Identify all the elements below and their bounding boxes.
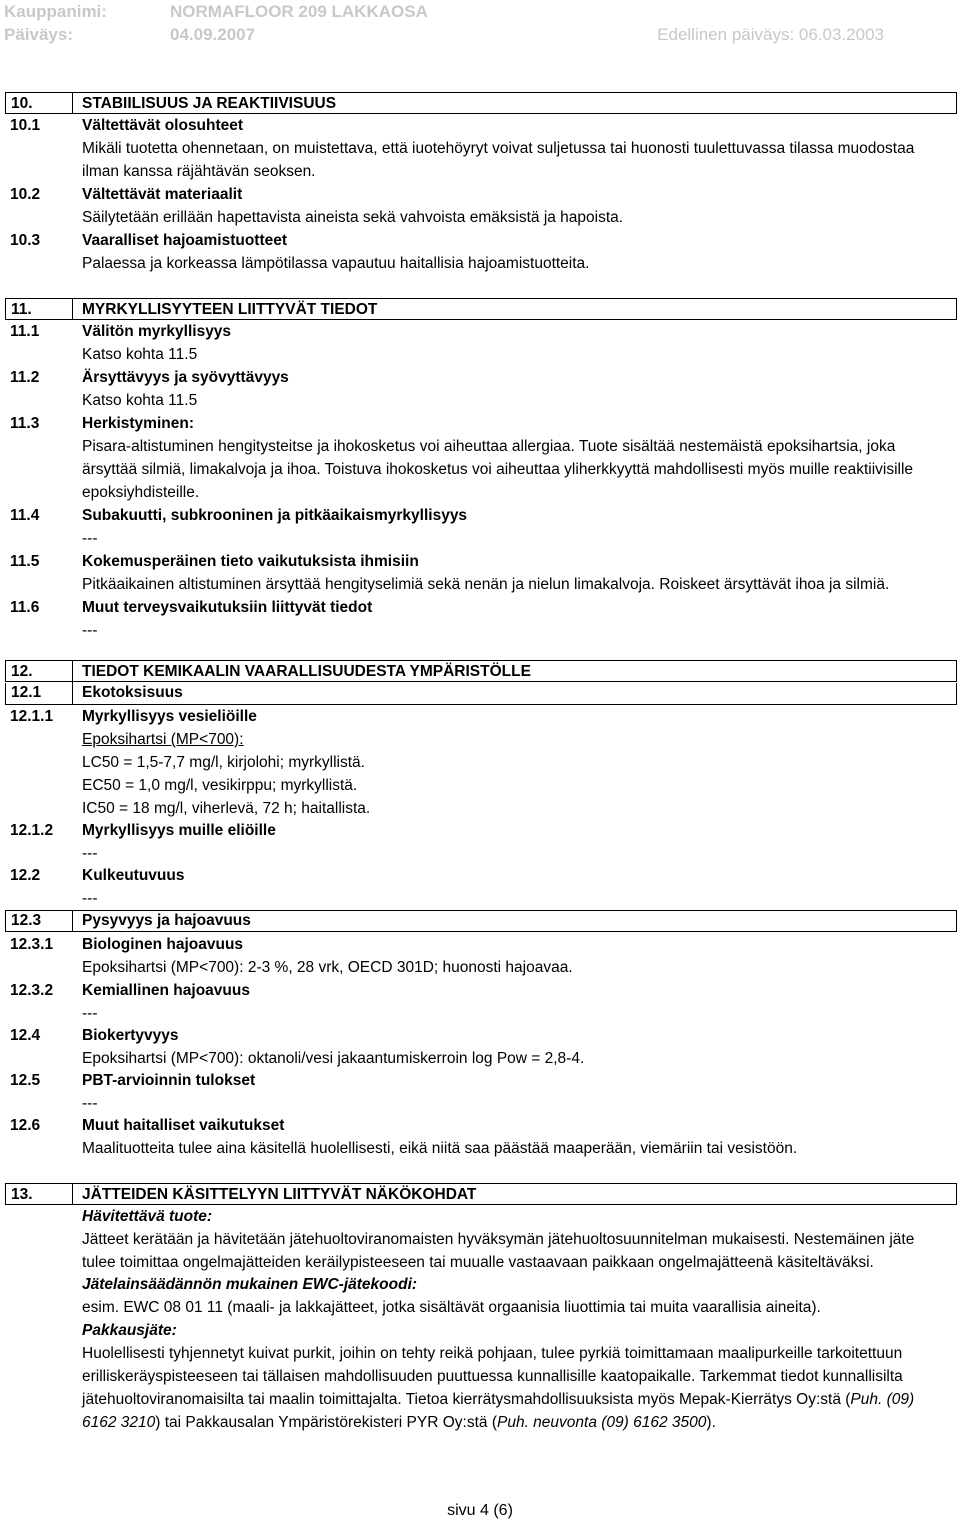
section-title: TIEDOT KEMIKAALIN VAARALLISUUDESTA YMPÄRISTÖLLE [82,663,531,680]
body-text: LC50 = 1,5-7,7 mg/l, kirjolohi; myrkyllistä. [82,754,365,771]
subsection-title: Pysyvyys ja hajoavuus [82,912,251,929]
product-label: Kauppanimi: [4,2,107,21]
subsection-number: 12.1.2 [10,822,54,839]
subsection-number: 10.1 [10,117,41,134]
subsection-title: Subakuutti, subkrooninen ja pitkäaikaismyrkyllisyys [82,507,468,524]
body-text: epoksiyhdisteille. [82,484,200,501]
body-text: EC50 = 1,0 mg/l, vesikirppu; myrkyllistä. [82,777,358,794]
phone-number: Puh. neuvonta (09) 6162 3500 [496,1414,707,1431]
subsection-number: 10.3 [10,232,41,249]
body-text: Palaessa ja korkeassa lämpötilassa vapautuu haitallisia hajoamistuotteita. [82,255,590,272]
paragraph-heading: Pakkausjäte: [82,1322,177,1339]
subsection-number: 11.6 [10,599,40,616]
subsection-title: Vaaralliset hajoamistuotteet [82,232,288,249]
subsection-number: 12.3.2 [10,982,54,999]
body-text: esim. EWC 08 01 11 (maali- ja lakkajätteet, jotka sisältävät orgaanisia liuottimia tai muita vaarallisia aineita). [82,1299,821,1316]
subsection-number: 12.3 [11,912,42,929]
body-text: Jätteet kerätään ja hävitetään jätehuoltoviranomaisten hyväksymän jätehuoltosuunnitelman mukaisesti. Nestemäinen jäte [82,1231,915,1248]
subsection-title: Välitön myrkyllisyys [82,323,232,340]
body-text [82,1413,716,1433]
body-text [82,1390,914,1410]
subsection-number: 12.4 [10,1027,41,1044]
body-text: IC50 = 18 mg/l, viherlevä, 72 h; haitallista. [82,800,371,817]
phone-number: Puh. (09) [850,1391,915,1408]
phone-number: 6162 3210 [82,1414,156,1431]
body-text: --- [82,845,98,862]
subsection-title: PBT-arvioinnin tulokset [82,1072,256,1089]
body-text-segment: ) tai Pakkausalan Ympäristörekisteri PYR Oy:stä ( [155,1414,497,1431]
subsection-number: 11.2 [10,369,40,386]
subsection-title: Biokertyvyys [82,1027,179,1044]
product-name: NORMAFLOOR 209 LAKKAOSA [170,2,428,21]
body-text-segment: jätehuoltoviranomaisilta tai maalin toimittajalta. Tietoa kierrätysmahdollisuuksista myös Mepak-Kierrätys Oy:stä ( [82,1391,851,1408]
paragraph-heading: Hävitettävä tuote: [82,1208,213,1225]
subsection-title: Muut haitalliset vaikutukset [82,1117,285,1134]
body-text-segment: ). [706,1414,716,1431]
subsection-number: 11.1 [10,323,40,340]
subsection-number: 11.4 [10,507,40,524]
body-text: tulee toimittaa ongelmajätteiden keräilypisteeseen tai muualle vastaavaan paikkaan ongelmajätteenä käsiteltäväksi. [82,1254,874,1271]
subsection-number: 12.1.1 [10,708,54,725]
section-13-header [5,1183,957,1205]
section-title: STABIILISUUS JA REAKTIIVISUUS [82,95,337,112]
body-text: --- [82,1095,98,1112]
section-number: 10. [11,95,33,112]
subsection-number: 12.3.1 [10,936,54,953]
body-text: --- [82,622,98,639]
document-header [0,0,960,50]
date-value: 04.09.2007 [170,25,256,44]
section-number: 13. [11,1186,33,1203]
subsection-12-1-header [5,683,957,705]
subsection-number: 12.5 [10,1072,41,1089]
body-text: Epoksihartsi (MP<700): 2-3 %, 28 vrk, OECD 301D; huonosti hajoavaa. [82,959,573,976]
body-text: Säilytetään erillään hapettavista aineista sekä vahvoista emäksistä ja hapoista. [82,209,624,226]
body-text: Katso kohta 11.5 [82,346,198,363]
body-text: Maalituotteita tulee aina käsitellä huolellisesti, eikä niitä saa päästää maaperään, viemäriin tai vesistöön. [82,1140,798,1157]
section-title: MYRKYLLISYYTEEN LIITTYVÄT TIEDOT [82,301,378,318]
section-number: 11. [11,301,32,318]
subsection-title: Vältettävät olosuhteet [82,117,244,134]
subsection-number: 12.1 [11,684,42,701]
body-text: ärsyttää silmiä, limakalvoja ja ihoa. Toistuva ihokosketus voi aiheuttaa yliherkkyyttä mahdollisesti myös muille reaktiivisille [82,461,914,478]
subsection-title: Kemiallinen hajoavuus [82,982,250,999]
subsection-title: Myrkyllisyys vesieliöille [82,708,257,725]
subsection-number: 12.6 [10,1117,41,1134]
page-number: sivu 4 (6) [447,1502,513,1519]
subsection-title: Ekotoksisuus [82,684,183,701]
subsection-number: 11.3 [10,415,40,432]
subsection-title: Kulkeutuvuus [82,867,185,884]
subsection-title: Kokemusperäinen tieto vaikutuksista ihmisiin [82,553,419,570]
subsection-number: 11.5 [10,553,40,570]
subsection-title: Ärsyttävyys ja syövyttävyys [82,369,289,386]
body-text: Huolellisesti tyhjennetyt kuivat purkit, joihin on tehty reikä pohjaan, tulee pyrkiä toimittamaan maalipurkeille tarkoitettuun [82,1345,903,1362]
body-text: Katso kohta 11.5 [82,392,198,409]
section-12-header [5,660,957,682]
subsection-title: Biologinen hajoavuus [82,936,244,953]
body-text: Pitkäaikainen altistuminen ärsyttää hengityselimiä sekä nenän ja nielun limakalvoja. Roiskeet ärsyttävät ihoa ja silmiä. [82,576,890,593]
subsection-number: 12.2 [10,867,41,884]
subsection-title: Vältettävät materiaalit [82,186,243,203]
substance-name: Epoksihartsi (MP<700): [82,731,244,748]
body-text: Mikäli tuotetta ohennetaan, on muistettava, että iuotehöyryt voivat suljetussa tai huonosti tuulettuvassa tilassa muodostaa [82,140,915,157]
body-text: --- [82,530,98,547]
subsection-number: 10.2 [10,186,41,203]
body-text: erilliskeräyspisteeseen tai tällaisen mahdollisuuden puuttuessa kunnallisille kaatopaikalle. Tarkemmat tiedot kunnallisilta [82,1368,903,1385]
previous-date: Edellinen päiväys: 06.03.2003 [657,25,884,44]
body-text: Pisara-altistuminen hengitysteitse ja ihokosketus voi aiheuttaa allergiaa. Tuote sisältää nestemäistä epoksihartsia, joka [82,438,896,455]
body-text: --- [82,890,98,907]
section-10-header [5,92,957,114]
section-number: 12. [11,663,33,680]
subsection-title: Herkistyminen: [82,415,194,432]
subsection-title: Muut terveysvaikutuksiin liittyvät tiedot [82,599,373,616]
section-title: JÄTTEIDEN KÄSITTELYYN LIITTYVÄT NÄKÖKOHDAT [82,1186,477,1203]
section-11-header [5,298,957,320]
body-text: --- [82,1005,98,1022]
subsection-title: Myrkyllisyys muille eliöille [82,822,276,839]
body-text: Epoksihartsi (MP<700): oktanoli/vesi jakaantumiskerroin log Pow = 2,8-4. [82,1050,585,1067]
date-label: Päiväys: [4,25,73,44]
body-text: ilman kanssa räjähtävän seoksen. [82,163,316,180]
subsection-12-3-header [5,910,957,932]
paragraph-heading: Jätelainsäädännön mukainen EWC-jätekoodi: [82,1276,418,1293]
